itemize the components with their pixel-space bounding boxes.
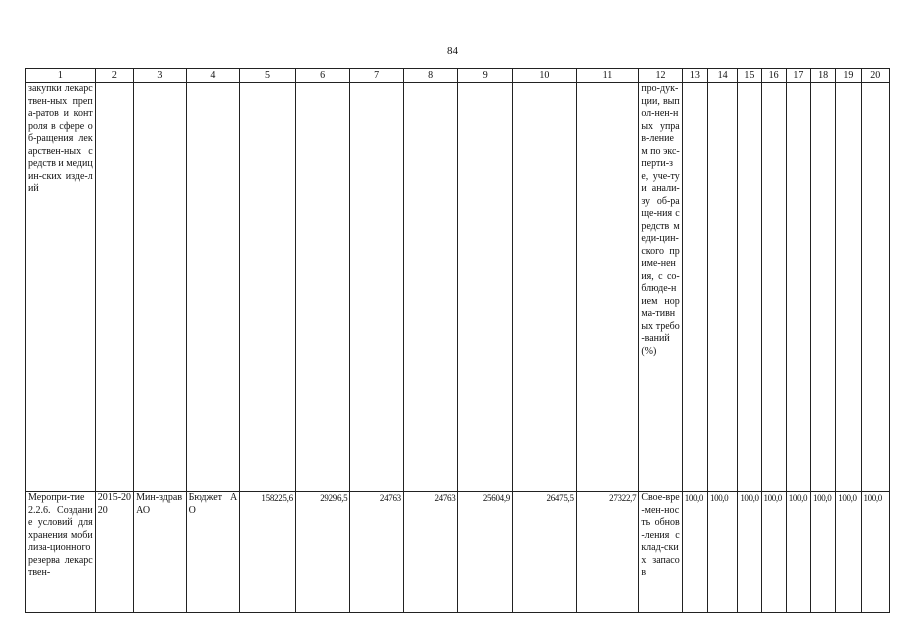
column-header: 10 — [513, 69, 577, 83]
table-cell-executor — [134, 492, 187, 613]
table-cell — [95, 83, 133, 492]
table-cell-measure — [26, 83, 96, 492]
column-header: 1 — [26, 69, 96, 83]
cell-text: Свое-вре-мен-ность обнов-ления склад-ских запасов — [641, 492, 680, 578]
cell-text: Бюджет АО — [188, 492, 238, 516]
column-header: 13 — [682, 69, 707, 83]
table-cell — [708, 83, 738, 492]
column-header: 6 — [295, 69, 350, 83]
table-cell-amount: 26475,5 — [513, 492, 577, 613]
table-cell — [836, 83, 861, 492]
table-cell-total: 158225,6 — [240, 492, 296, 613]
table-cell-percent: 100,0 — [811, 492, 836, 613]
table-cell — [350, 83, 404, 492]
table-cell — [458, 83, 513, 492]
table-cell-amount: 24763 — [403, 492, 458, 613]
table-cell-measure — [26, 492, 96, 613]
table-cell — [240, 83, 296, 492]
table-cell — [811, 83, 836, 492]
table-cell-percent: 100,0 — [836, 492, 861, 613]
table-cell — [403, 83, 458, 492]
table-cell-amount: 24763 — [350, 492, 404, 613]
cell-text: про-дук-ции, выпол-нен-ных управ-лением по экс-перти-зе, уче-ту и анали-зу об-раще-ния средств меди-цин-ского приме-нения, с со-блюде-нием норма-тивных требо-ваний (%) — [641, 83, 680, 357]
page-number: 84 — [447, 45, 458, 57]
table-cell — [186, 83, 240, 492]
table-cell — [861, 83, 889, 492]
table-cell — [738, 83, 761, 492]
column-header: 9 — [458, 69, 513, 83]
column-header: 18 — [811, 69, 836, 83]
column-header: 7 — [350, 69, 404, 83]
table-cell — [513, 83, 577, 492]
program-table — [25, 68, 890, 613]
column-header: 11 — [576, 69, 639, 83]
cell-text: Мин-здрав АО — [136, 492, 183, 516]
header-row — [26, 69, 890, 83]
table-cell — [576, 83, 639, 492]
column-header: 2 — [95, 69, 133, 83]
table-cell — [761, 83, 786, 492]
table-cell-amount: 27322,7 — [576, 492, 639, 613]
table-row — [26, 83, 890, 492]
column-header: 3 — [134, 69, 187, 83]
column-header: 15 — [738, 69, 761, 83]
cell-text: Меропри-тие 2.2.6. Создание условий для хранения мобилиза-ционного резерва лекарствен- — [28, 492, 93, 578]
column-header: 14 — [708, 69, 738, 83]
table-cell-percent: 100,0 — [708, 492, 738, 613]
column-header: 12 — [639, 69, 682, 83]
cell-text: закупки лекарствен-ных препа-ратов и контроля в сфере об-ращения лекарствен-ных средств и медицин-ских изде-лий — [28, 83, 93, 194]
table-cell-percent: 100,0 — [761, 492, 786, 613]
column-header: 17 — [786, 69, 810, 83]
table-cell — [682, 83, 707, 492]
table-cell-amount: 25604,9 — [458, 492, 513, 613]
table-cell — [786, 83, 810, 492]
column-header: 16 — [761, 69, 786, 83]
table-row — [26, 492, 890, 613]
table-cell-percent: 100,0 — [861, 492, 889, 613]
table-cell-source — [186, 492, 240, 613]
table-cell-indicator — [639, 492, 682, 613]
column-header: 5 — [240, 69, 296, 83]
column-header: 8 — [403, 69, 458, 83]
table-cell-percent: 100,0 — [786, 492, 810, 613]
table-cell-amount: 29296,5 — [295, 492, 350, 613]
table-cell-period — [95, 492, 133, 613]
table-cell-percent: 100,0 — [738, 492, 761, 613]
column-header: 4 — [186, 69, 240, 83]
table-cell — [295, 83, 350, 492]
cell-text: 2015-2020 — [97, 492, 132, 516]
table-cell — [134, 83, 187, 492]
table-cell-indicator — [639, 83, 682, 492]
column-header: 20 — [861, 69, 889, 83]
table-cell-percent: 100,0 — [682, 492, 707, 613]
column-header: 19 — [836, 69, 861, 83]
